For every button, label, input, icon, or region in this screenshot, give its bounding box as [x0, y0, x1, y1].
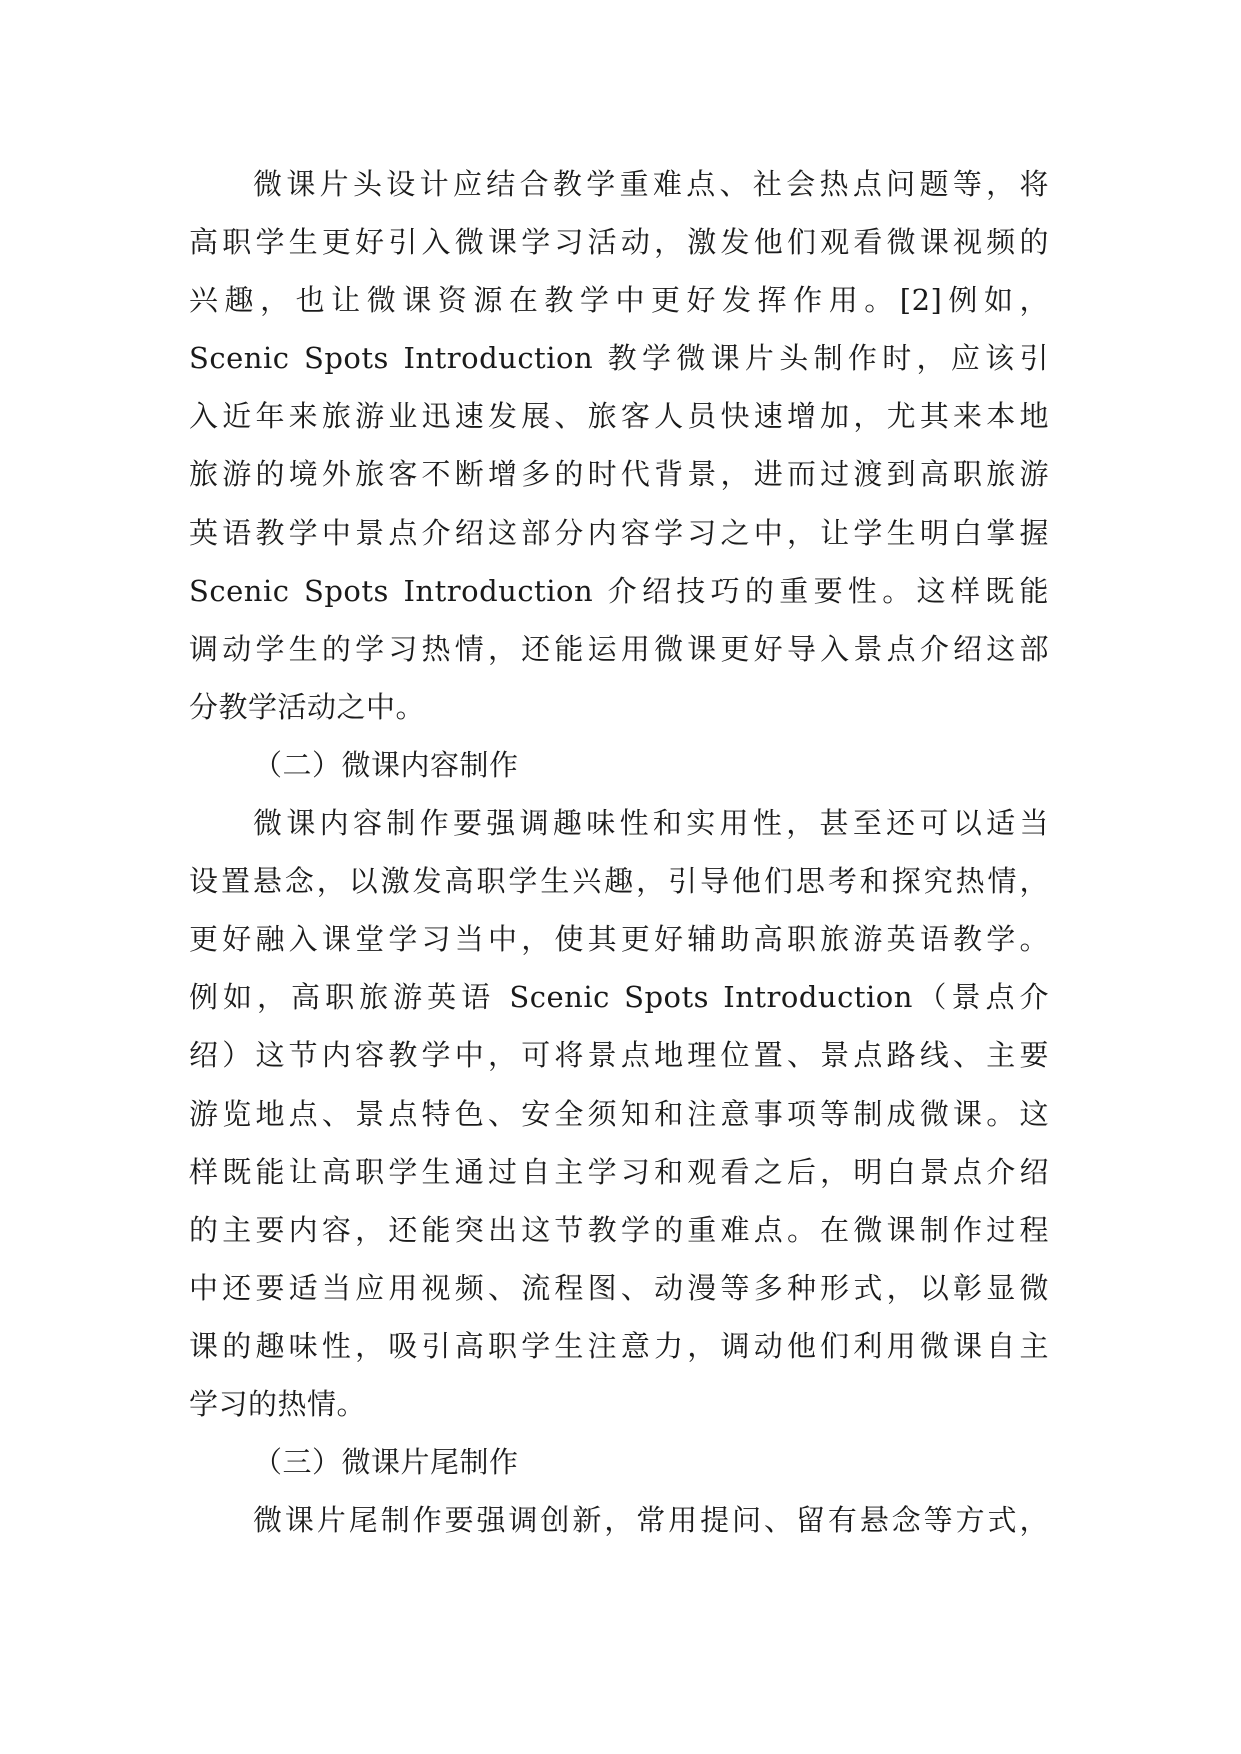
- section-heading: （二）微课内容制作: [253, 747, 519, 782]
- text-line: 学习的热情。: [189, 1386, 367, 1421]
- text-line: Scenic Spots Introduction 介绍技巧的重要性。这样既能: [189, 573, 1049, 608]
- text-line: 高职学生更好引入微课学习活动，激发他们观看微课视频的: [189, 225, 1049, 260]
- text-line: 微课内容制作要强调趣味性和实用性，甚至还可以适当: [253, 806, 1049, 841]
- text-line: Scenic Spots Introduction 教学微课片头制作时，应该引: [189, 341, 1049, 376]
- text-line: 微课片尾制作要强调创新，常用提问、留有悬念等方式，: [253, 1503, 1049, 1538]
- text-line: 例如，高职旅游英语 Scenic Spots Introduction（景点介: [189, 980, 1049, 1015]
- text-line: 分教学活动之中。: [189, 689, 426, 724]
- text-line: 中还要适当应用视频、流程图、动漫等多种形式，以彰显微: [189, 1270, 1049, 1305]
- text-line: 微课片头设计应结合教学重难点、社会热点问题等，将: [253, 167, 1049, 201]
- text-line: 样既能让高职学生通过自主学习和观看之后，明白景点介绍: [189, 1154, 1049, 1189]
- text-line: 旅游的境外旅客不断增多的时代背景，进而过渡到高职旅游: [189, 457, 1049, 492]
- text-line: 英语教学中景点介绍这部分内容学习之中，让学生明白掌握: [189, 515, 1049, 550]
- text-line: 游览地点、景点特色、安全须知和注意事项等制成微课。这: [189, 1096, 1049, 1131]
- text-line: 的主要内容，还能突出这节教学的重难点。在微课制作过程: [189, 1212, 1049, 1247]
- text-line: 更好融入课堂学习当中，使其更好辅助高职旅游英语教学。: [189, 922, 1049, 957]
- text-line: 设置悬念，以激发高职学生兴趣，引导他们思考和探究热情，: [189, 864, 1049, 899]
- text-line: 课的趣味性，吸引高职学生注意力，调动他们利用微课自主: [189, 1328, 1049, 1363]
- text-line: 兴趣，也让微课资源在教学中更好发挥作用。[2]例如，: [189, 283, 1049, 318]
- text-line: 调动学生的学习热情，还能运用微课更好导入景点介绍这部: [189, 631, 1049, 666]
- section-heading: （三）微课片尾制作: [253, 1445, 519, 1480]
- text-line: 入近年来旅游业迅速发展、旅客人员快速增加，尤其来本地: [189, 399, 1049, 434]
- text-line: 绍）这节内容教学中，可将景点地理位置、景点路线、主要: [189, 1038, 1049, 1073]
- body-text: [189, 155, 1049, 1549]
